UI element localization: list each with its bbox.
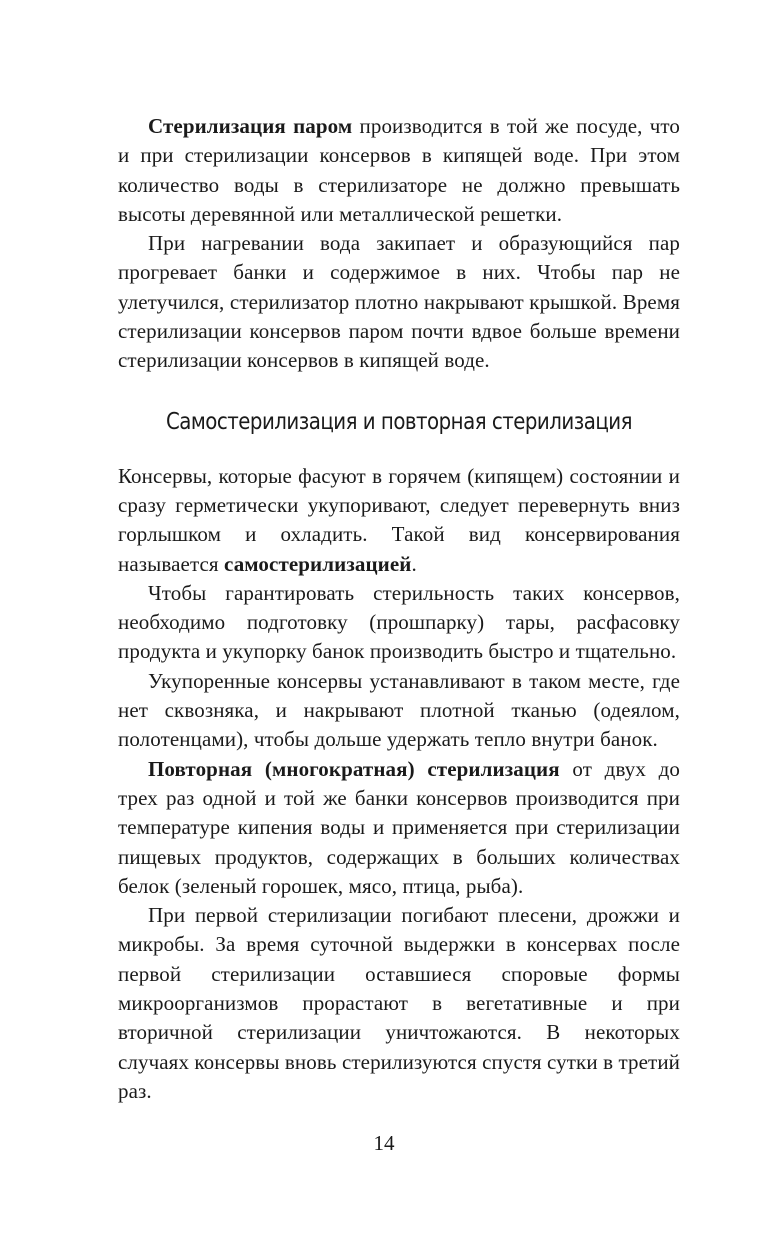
page-body	[118, 112, 680, 1106]
term-self-sterilization: самостерилизацией	[224, 551, 412, 576]
paragraph-heating	[118, 229, 680, 375]
paragraph-sterility-guarantee	[118, 579, 680, 667]
term-steam-sterilization: Стерилизация паром	[148, 114, 353, 138]
paragraph-text: производится в той же посуде, что и при стерилизации консервов в кипящей воде. При этом количество воды в стерилизаторе не должно превышать высоты деревянной или металлической решетки.	[118, 114, 681, 226]
paragraph-steam-sterilization	[118, 112, 680, 229]
paragraph-text: Укупоренные консервы устанавливают в таком месте, где нет сквозняка, и накрывают плотной тканью (одеялом, полотенцами), чтобы дольше удержать тепло внутри банок.	[118, 668, 680, 752]
paragraph-text: от двух до трех раз одной и той же банки консервов производится при температуре кипения воды и применяется при стерилизации пищевых продуктов, содержащих в больших количествах белок (зеленый горошек, мясо, птица, рыба).	[118, 756, 680, 898]
paragraph-text: При первой стерилизации погибают плесени, дрожжи и микробы. За время суточной выдержки в консервах после первой стерилизации оставшиеся споровые формы микроорганизмов прорастают в вегетативные и при вторичной стерилизации уничтожаются. В некоторых случаях консервы вновь стерилизуются спустя сутки в третий раз.	[118, 903, 680, 1103]
paragraph-text-end: .	[411, 551, 417, 576]
paragraph-first-sterilization	[118, 901, 680, 1106]
paragraph-self-sterilization	[118, 462, 680, 579]
paragraph-capped-jars	[118, 667, 680, 755]
paragraph-repeat-sterilization	[118, 755, 680, 901]
section-title: Самостерилизация и повторная стерилизация	[165, 408, 633, 435]
paragraph-text: При нагревании вода закипает и образующийся пар прогревает банки и содержимое в них. Чтобы пар не улетучился, стерилизатор плотно накрывают крышкой. Время стерилизации консервов паром почти вдвое больше времени стерилизации консервов в кипящей воде.	[118, 231, 680, 373]
paragraph-text: Чтобы гарантировать стерильность таких консервов, необходимо подготовку (прошпарку) тары, расфасовку продукта и укупорку банок производить быстро и тщательно.	[118, 580, 680, 664]
page-number: 14	[373, 1131, 395, 1155]
paragraph-text: Консервы, которые фасуют в горячем (кипящем) состоянии и сразу герметически укупоривают, следует перевернуть вниз горлышком и охладить. Такой вид консервирования называется	[118, 463, 680, 576]
term-repeat-sterilization: Повторная (многократная) стерилизация	[148, 756, 560, 781]
